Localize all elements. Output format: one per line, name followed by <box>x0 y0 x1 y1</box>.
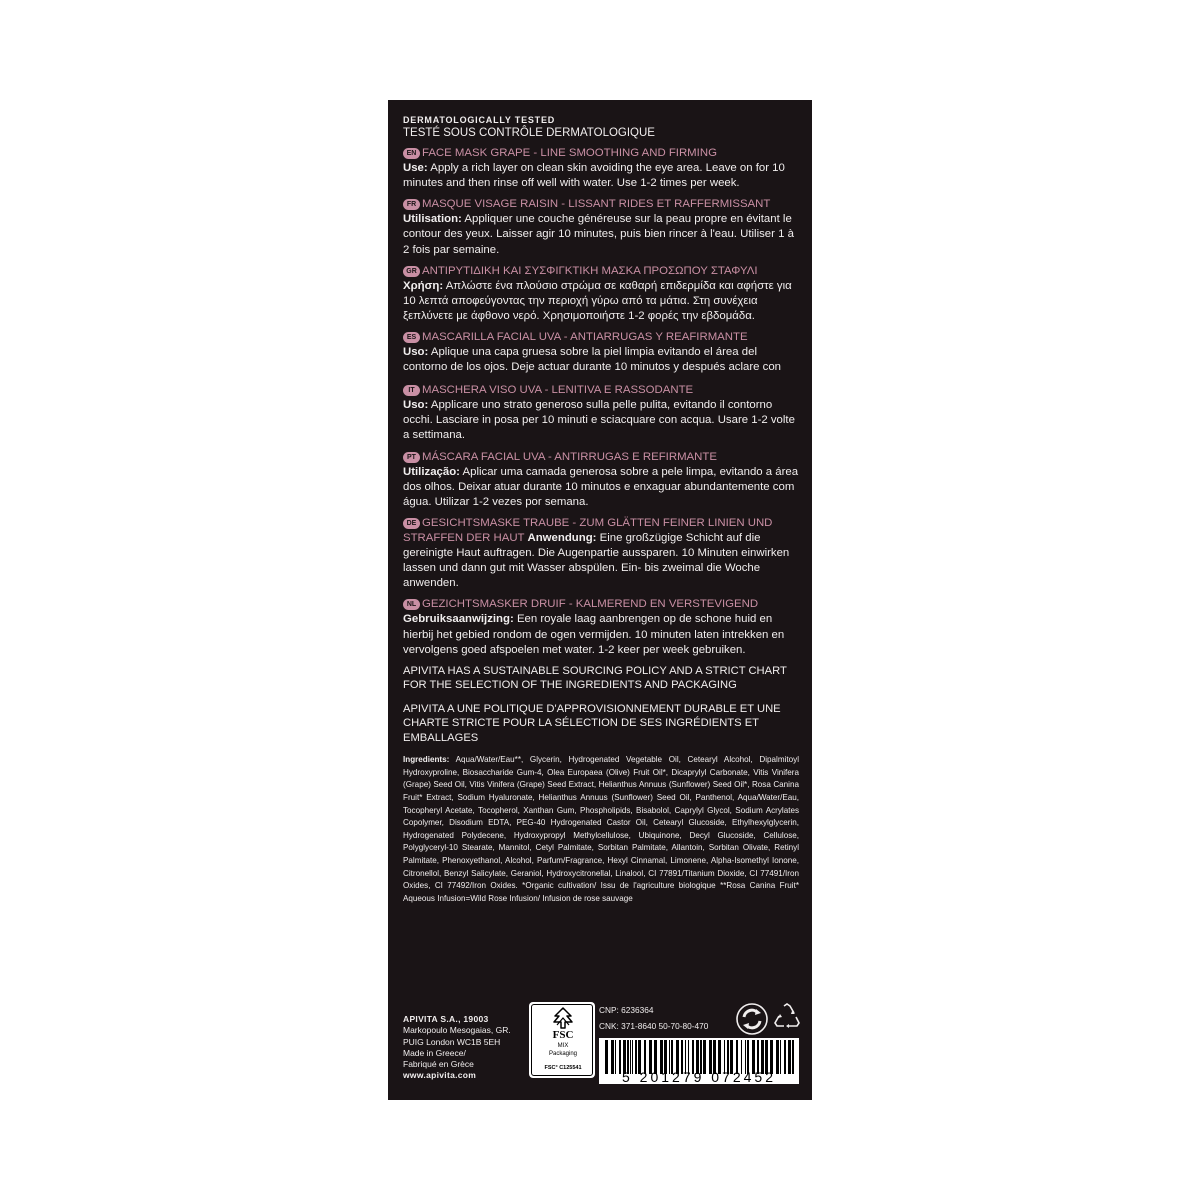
language-badge-nl: NL <box>403 599 420 610</box>
language-sections <box>403 146 799 658</box>
language-badge-fr: FR <box>403 199 420 210</box>
address-line: APIVITA S.A., 19003 <box>403 1014 489 1024</box>
address-line: Made in Greece/ <box>403 1047 466 1058</box>
fsc-code-text: FSC° C125541 <box>544 1065 582 1071</box>
section-fr <box>403 197 799 257</box>
usage-label: Uso: <box>403 399 429 412</box>
usage-label: Utilização: <box>403 465 460 478</box>
section-pt <box>403 450 799 510</box>
barcode-bar <box>776 1040 779 1074</box>
section-title: ΑΝΤΙΡΥΤΙΔΙΚΗ ΚΑΙ ΣΥΣΦΙΓΚΤΙΚΗ ΜΑΣΚΑ ΠΡΟΣΩΠΟΥ ΣΤΑΦΥΛΙ <box>422 264 758 277</box>
company-address <box>403 1014 523 1082</box>
section-title: GESICHTSMASKE TRAUBE - ZUM GLÄTTEN FEINER LINIEN UND STRAFFEN DER HAUT <box>403 516 773 544</box>
section-title: FACE MASK GRAPE - LINE SMOOTHING AND FIRMING <box>422 147 717 159</box>
barcode-bar <box>788 1040 791 1074</box>
fsc-mix-text: MIX <box>557 1043 569 1049</box>
green-dot-recycling-icon <box>735 1002 769 1036</box>
language-badge-pt: PT <box>403 452 420 463</box>
ingredients-list <box>403 754 799 905</box>
sourcing-policy-en: APIVITA HAS A SUSTAINABLE SOURCING POLICY AND A STRICT CHART FOR THE SELECTION OF THE INGREDIENTS AND PACKAGING <box>403 664 787 692</box>
barcode-number: 5 201279 072452 <box>622 1069 776 1085</box>
usage-label: Χρήση: <box>403 279 444 292</box>
address-line: Fabriqué en Grèce <box>403 1059 474 1070</box>
barcode-bar <box>605 1040 608 1074</box>
website: www.apivita.com <box>403 1070 477 1081</box>
section-title: MASQUE VISAGE RAISIN - LISSANT RIDES ET RAFFERMISSANT <box>422 198 771 211</box>
section-en <box>403 146 799 191</box>
label-content <box>403 114 799 905</box>
barcode-bar <box>619 1040 621 1074</box>
section-title: GEZICHTSMASKER DRUIF - KALMEREND EN VERSTEVIGEND <box>422 598 759 611</box>
product-label-panel <box>388 100 812 1100</box>
recycle-triangle-icon <box>773 1002 801 1030</box>
ingredients-label: Ingredients: <box>403 755 450 765</box>
fsc-logo-frame <box>531 1004 593 1076</box>
fsc-logo-text: FSC <box>552 1029 574 1041</box>
language-badge-es: ES <box>403 332 420 343</box>
section-es <box>403 330 799 377</box>
fsc-logo <box>529 1002 595 1078</box>
cnp-code: CNP: 6236364 <box>599 1005 654 1015</box>
sourcing-policy-fr: APIVITA A UNE POLITIQUE D'APPROVISIONNEMENT DURABLE ET UNE CHARTE STRICTE POUR LA SÉLECTION DE SES INGRÉDIENTS ET EMBALLAGES <box>403 702 781 744</box>
section-title: MASCARILLA FACIAL UVA - ANTIARRUGAS Y REAFIRMANTE <box>422 331 748 344</box>
usage-label: Uso: <box>403 346 429 359</box>
section-title: MASCHERA VISO UVA - LENITIVA E RASSODANTE <box>422 384 694 397</box>
product-codes <box>599 1002 739 1034</box>
usage-text: Applicare uno strato generoso sulla pelle pulita, evitando il contorno occhi. Lasciare in posa per 10 minuti e sciacquare con acqua. Usare 1-2 volte a settimana. <box>403 399 795 442</box>
language-badge-de: DE <box>403 518 420 529</box>
section-nl <box>403 597 799 657</box>
section-de <box>403 516 799 591</box>
usage-clip <box>403 345 799 377</box>
fsc-packaging-text: Packaging <box>548 1051 578 1057</box>
barcode <box>599 1038 799 1084</box>
fsc-tree-icon <box>551 1007 575 1029</box>
ingredients-text: Aqua/Water/Eau**, Glycerin, Hydrogenated Vegetable Oil, Cetearyl Alcohol, Dipalmitoyl Hydroxyproline, Biosaccharide Gum-4, Olea Europaea (Olive) Fruit Oil*, Dicaprylyl Carbonate, Vitis Vinifera (Grape) Seed Oil, Vitis Vinifera (Grape) Seed Extract, Helianthus Annuus (Sunflower) Seed Oil*, Rosa Canina Fruit* Extract, Sodium Hyaluronate, Helianthus Annuus (Sunflower) Seed Oil, Panthenol, Aqua/Water/Eau, Tocopheryl Acetate, Tocopherol, Xanthan Gum, Phospholipids, Bisabolol, Caprylyl Glycol, Sodium Acrylates Copolymer, Disodium EDTA, PEG-40 Hydrogenated Castor Oil, Cetearyl Glucoside, Ethylhexylglycerin, Hydrogenated Polydecene, Hydroxypropyl Methylcellulose, Ubiquinone, Decyl Glucoside, Cellulose, Polyglyceryl-10 Stearate, Mannitol, Cetyl Palmitate, Sorbitan Palmitate, Allantoin, Sorbitan Olivate, Retinyl Palmitate, Phenoxyethanol, Alcohol, Parfum/Fragrance, Hexyl Cinnamal, Limonene, Alpha-Isomethyl Ionone, Citronellol, Benzyl Salicylate, Geraniol, Hydroxycitronellal, Linalool, CI 77891/Titanium Dioxide, CI 77491/Iron Oxides, CI 77492/Iron Oxides. *Organic cultivation/ Issu de l'agriculture biologique **Rosa Canina Fruit* Aqueous Infusion=Wild Rose Infusion/ Infusion de rose sauvage <box>403 755 799 903</box>
barcode-bar <box>615 1040 616 1074</box>
usage-label: Utilisation: <box>403 213 462 226</box>
section-title: MÁSCARA FACIAL UVA - ANTIRRUGAS E REFIRMANTE <box>422 450 717 463</box>
usage-text: Een royale laag aanbrengen op de schone huid en hierbij het gebied rondom de ogen vermijden. 10 minuten laten intrekken en vervolgens goed afspoelen met water. 1-2 keer per week gebruiken. <box>403 613 785 656</box>
language-badge-gr: GR <box>403 266 420 277</box>
usage-text: Apply a rich layer on clean skin avoiding the eye area. Leave on for 10 minutes and then rinse off well with water. Use 1-2 times per week. <box>403 162 785 190</box>
cnk-code: CNK: 371-8640 50-70-80-470 <box>599 1021 709 1031</box>
usage-label: Anwendung: <box>527 531 597 544</box>
section-it <box>403 383 799 443</box>
usage-text: Απλώστε ένα πλούσιο στρώμα σε καθαρή επιδερμίδα και αφήστε για 10 λεπτά αποφεύγοντας την περιοχή γύρω από τα μάτια. Στη συνέχεια ξεπλύνετε με άφθονο νερό. Χρησιμοποιήστε 1-2 φορές την εβδομάδα. <box>403 279 792 322</box>
language-badge-en: EN <box>403 148 420 159</box>
usage-text: Aplique una capa gruesa sobre la piel limpia evitando el área del contorno de los ojos. Deje actuar durante 10 minutos y después aclare con <box>403 346 782 374</box>
usage-text: Aplicar uma camada generosa sobre a pele limpa, evitando a área dos olhos. Deixar atuar durante 10 minutos e enxaguar abundantemente com água. Utilizar 1-2 vezes por semana. <box>403 465 799 508</box>
label-footer <box>403 1002 799 1090</box>
usage-text: Appliquer une couche généreuse sur la peau propre en évitant le contour des yeux. Laisser agir 10 minutes, puis bien rincer à l'eau. Utiliser 1 à 2 fois par semaine. <box>403 213 794 256</box>
usage-label: Use: <box>403 162 428 175</box>
language-badge-it: IT <box>403 385 420 396</box>
address-line: Markopoulo Mesogaias, GR. <box>403 1025 511 1036</box>
barcode-bar <box>784 1040 786 1074</box>
barcode-bar <box>780 1040 781 1074</box>
section-gr <box>403 264 799 324</box>
usage-label: Gebruiksaanwijzing: <box>403 613 514 626</box>
usage-text: Eine großzügige Schicht auf die gereinigte Haut auftragen. Die Augenpartie aussparen. 10 Minuten einwirken lassen und dann gut mit Wasser abspülen. Ein- bis zweimal die Woche anwenden. <box>403 531 790 590</box>
address-line: PUIG London WC1B 5EH <box>403 1036 501 1047</box>
dermatologically-tested-heading: DERMATOLOGICALLY TESTED <box>403 115 556 125</box>
dermatologically-tested-heading-fr: TESTÉ SOUS CONTRÔLE DERMATOLOGIQUE <box>403 127 655 139</box>
barcode-bar <box>792 1040 794 1074</box>
barcode-bar <box>611 1040 614 1074</box>
